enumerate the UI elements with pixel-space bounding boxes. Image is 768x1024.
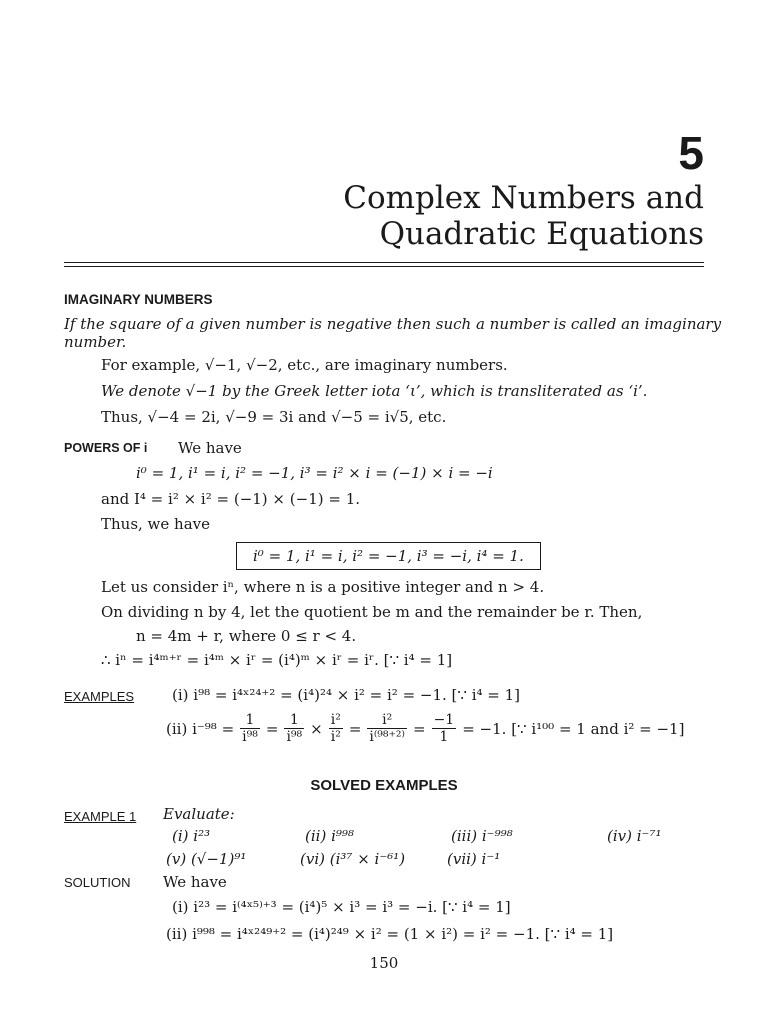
chapter-title-line1: Complex Numbers and [343,180,704,216]
powers-of-i-heading: POWERS OF i [64,441,148,455]
fraction-4: $\frac{\text{i²}}{\text{i⁽⁹⁸⁺²⁾}}$ [369,712,405,745]
item-vii: (vii) i⁻¹ [447,850,501,868]
fraction-1: $\frac{1}{\text{i⁹⁸}}$ [242,712,258,745]
powers-line2: and I⁴ = i² × i² = (−1) × (−1) = 1. [101,490,360,508]
powers-line1: i⁰ = 1, i¹ = i, i² = −1, i³ = i² × i = (−1) × i = −i [136,464,493,482]
chapter-number: 5 [678,127,704,179]
powers-line3: Thus, we have [101,515,210,533]
imaginary-numbers-heading: IMAGINARY NUMBERS [64,292,213,307]
fraction-2: $\frac{1}{\text{i⁹⁸}}$ [286,712,303,745]
examples-label: EXAMPLES [64,689,135,704]
powers-line7: ∴ iⁿ = i⁴ᵐ⁺ʳ = i⁴ᵐ × iʳ = (i⁴)ᵐ × iʳ = iʳ. [∵ i⁴ = 1] [101,651,453,669]
fraction-5: $\frac{-1}{1}$ [433,712,455,745]
definition-line2: number. [64,333,127,351]
definition-line1: If the square of a given number is negative then such a number is called an imaginary [64,315,722,333]
example-line: For example, √−1, √−2, etc., are imaginary numbers. [101,356,508,374]
solution-we-have: We have [163,873,227,891]
title-rule-bottom [64,266,704,267]
denote-line: We denote √−1 by the Greek letter iota ‘ι’, which is transliterated as ‘i’. [101,382,648,400]
item-iii: (iii) i⁻⁹⁹⁸ [451,827,513,845]
item-i: (i) i²³ [172,827,211,845]
item-iv: (iv) i⁻⁷¹ [607,827,662,845]
item-ii: (ii) i⁹⁹⁸ [305,827,354,845]
item-vi: (vi) (i³⁷ × i⁻⁶¹) [300,850,406,868]
example-1-label: EXAMPLE 1 [64,809,137,824]
thus-line: Thus, √−4 = 2i, √−9 = 3i and √−5 = i√5, etc. [101,408,447,426]
title-rule-top [64,262,704,263]
chapter-title-line2: Quadratic Equations [379,216,704,252]
powers-line6: n = 4m + r, where 0 ≤ r < 4. [136,627,357,645]
chapter-title [343,180,704,252]
evaluate-text: Evaluate: [163,805,235,823]
example-i: (i) i⁹⁸ = i⁴ˣ²⁴⁺² = (i⁴)²⁴ × i² = i² = −1. [∵ i⁴ = 1] [172,686,521,704]
item-v: (v) (√−1)⁹¹ [166,850,247,868]
solution-ii: (ii) i⁹⁹⁸ = i⁴ˣ²⁴⁹⁺² = (i⁴)²⁴⁹ × i² = (1 × i²) = i² = −1. [∵ i⁴ = 1] [166,925,614,943]
powers-line5: On dividing n by 4, let the quotient be m and the remainder be r. Then, [101,603,643,621]
solution-i: (i) i²³ = i⁽⁴ˣ⁵⁾⁺³ = (i⁴)⁵ × i³ = i³ = −i. [∵ i⁴ = 1] [172,898,511,916]
fraction-3: $\frac{\text{i²}}{\text{i²}}$ [330,712,341,745]
boxed-powers: i⁰ = 1, i¹ = i, i² = −1, i³ = −i, i⁴ = 1. [236,542,541,570]
solution-label: SOLUTION [64,875,131,890]
example-ii-prefix: (ii) i⁻⁹⁸ = [166,719,235,738]
powers-line4: Let us consider iⁿ, where n is a positive integer and n > 4. [101,578,545,596]
page-number: 150 [369,954,399,972]
example-ii: (ii) i⁻⁹⁸ = $\frac{1}{\text{i⁹⁸}}$ = $\frac{1}{\text{i⁹⁸}}$ × $\frac{\text{i²}}{\text{i²}}$ = $\frac{\text{i²}}{\text{i⁽⁹⁸⁺²⁾}}$ = $\frac{-1}{1}$ = −1. [∵ i¹⁰⁰ = 1 and i² = −1] [166,712,685,745]
powers-we-have: We have [178,439,242,457]
solved-examples-heading: SOLVED EXAMPLES [310,777,458,794]
example-ii-suffix: = −1. [∵ i¹⁰⁰ = 1 and i² = −1] [462,719,685,738]
